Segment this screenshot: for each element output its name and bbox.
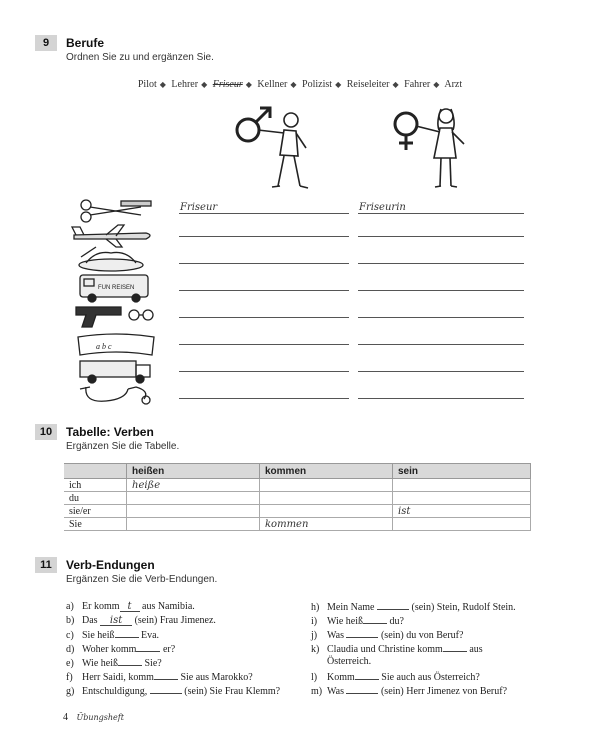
exercise-item: h) Mein Name (sein) Stein, Rudolf Stein. <box>311 602 516 613</box>
answer-blank[interactable] <box>154 670 178 680</box>
word-friseur-crossed: Friseur <box>212 79 243 90</box>
exercise-item: a) Er komm t aus Namibia. <box>66 601 195 612</box>
table-cell[interactable] <box>260 492 393 505</box>
exercise-item: l) Komm Sie auch aus Österreich? <box>311 672 480 683</box>
exercise-item-continuation: Österreich. <box>327 656 372 667</box>
exercise-item: b) Das ist (sein) Frau Jimenez. <box>66 615 216 626</box>
table-cell[interactable] <box>127 505 260 518</box>
word-box: Pilot ◆ Lehrer ◆ Friseur ◆ Kellner ◆ Polizist ◆ Reiseleiter ◆ Fahrer ◆ Arzt <box>137 79 463 90</box>
exercise-10-instruction: Ergänzen Sie die Tabelle. <box>66 441 180 452</box>
answer-line-female[interactable] <box>358 371 524 372</box>
word-arzt: Arzt <box>444 79 463 90</box>
answer-line-male[interactable] <box>179 290 349 291</box>
table-cell[interactable]: ist <box>393 505 531 518</box>
exercise-item: j) Was (sein) du von Beruf? <box>311 630 464 641</box>
word-polizist: Polizist <box>302 79 333 90</box>
food-platter-icon <box>79 247 143 271</box>
pronoun-cell: du <box>64 492 127 505</box>
table-header: kommen <box>260 464 393 479</box>
answer-line-male[interactable] <box>179 236 349 237</box>
bus-icon <box>80 275 148 302</box>
answer-line-female[interactable] <box>358 317 524 318</box>
exercise-item: i) Wie heiß du? <box>311 616 404 627</box>
table-row <box>64 492 531 505</box>
pronoun-cell: sie/er <box>64 505 127 518</box>
pronoun-cell: ich <box>64 479 127 492</box>
exercise-11-instruction: Ergänzen Sie die Verb-Endungen. <box>66 574 218 585</box>
verb-table <box>64 463 531 531</box>
answer-line-female[interactable] <box>358 213 524 214</box>
answer-line-female[interactable] <box>358 290 524 291</box>
answer-line-female[interactable] <box>358 398 524 399</box>
exercise-item: c) Sie heiß Eva. <box>66 630 160 641</box>
exercise-item: d) Woher komm er? <box>66 644 176 655</box>
exercise-11-title: Verb-Endungen <box>66 558 155 572</box>
svg-text:a b c: a b c <box>96 342 112 351</box>
exercise-11-number: 11 <box>35 557 57 573</box>
exercise-item: g) Entschuldigung, (sein) Sie Frau Klemm? <box>66 686 281 697</box>
answer-blank[interactable] <box>346 628 378 638</box>
answer-blank[interactable] <box>150 684 182 694</box>
table-header-row <box>64 464 531 479</box>
table-header: sein <box>393 464 531 479</box>
answer-line-male[interactable] <box>179 317 349 318</box>
airplane-icon <box>72 225 150 247</box>
exercise-10-number: 10 <box>35 424 57 440</box>
answer-line-female[interactable] <box>358 236 524 237</box>
exercise-9-number: 9 <box>35 35 57 51</box>
answer-blank[interactable] <box>118 656 142 666</box>
answer-line-male[interactable] <box>179 398 349 399</box>
table-cell[interactable] <box>127 518 260 531</box>
answer-blank[interactable]: ist <box>100 616 132 626</box>
section-label: Übungsheft <box>76 713 124 722</box>
answer-line-male[interactable] <box>179 344 349 345</box>
exercise-item: k) Claudia und Christine komm aus <box>311 644 483 655</box>
answer-blank[interactable]: t <box>120 602 140 612</box>
answer-line-male[interactable] <box>179 263 349 264</box>
table-header: heißen <box>127 464 260 479</box>
exercise-item: f) Herr Saidi, komm Sie aus Marokko? <box>66 672 253 683</box>
table-row <box>64 505 531 518</box>
word-fahrer: Fahrer <box>404 79 431 90</box>
scissors-comb-icon <box>81 200 151 222</box>
truck-icon <box>80 361 150 383</box>
pistol-handcuffs-icon <box>76 307 153 327</box>
svg-text:FUN REISEN: FUN REISEN <box>98 285 135 291</box>
word-kellner: Kellner <box>257 79 288 90</box>
female-example-answer: Friseurin <box>359 202 406 213</box>
answer-line-female[interactable] <box>358 263 524 264</box>
answer-blank[interactable] <box>115 628 139 638</box>
table-cell[interactable]: heiße <box>127 479 260 492</box>
male-figure-illustration <box>228 100 318 195</box>
exercise-9-title: Berufe <box>66 36 105 50</box>
table-row <box>64 518 531 531</box>
male-example-answer: Friseur <box>180 202 218 213</box>
table-header <box>64 464 127 479</box>
answer-blank[interactable] <box>443 642 467 652</box>
answer-line-male[interactable] <box>179 213 349 214</box>
answer-blank[interactable] <box>346 684 378 694</box>
pronoun-cell: Sie <box>64 518 127 531</box>
answer-blank[interactable] <box>355 670 379 680</box>
table-cell[interactable] <box>393 492 531 505</box>
table-cell[interactable] <box>260 479 393 492</box>
page-number: 4 <box>63 712 68 723</box>
table-cell[interactable] <box>260 505 393 518</box>
answer-line-male[interactable] <box>179 371 349 372</box>
occupation-illustrations <box>66 195 161 407</box>
table-cell[interactable] <box>393 479 531 492</box>
page-footer <box>63 712 124 723</box>
word-reiseleiter: Reiseleiter <box>346 79 390 90</box>
word-pilot: Pilot <box>137 79 157 90</box>
female-figure-illustration <box>384 100 479 195</box>
table-cell[interactable]: kommen <box>260 518 393 531</box>
chalkboard-icon <box>78 334 154 355</box>
answer-line-female[interactable] <box>358 344 524 345</box>
exercise-10-title: Tabelle: Verben <box>66 425 154 439</box>
exercise-item: m) Was (sein) Herr Jimenez von Beruf? <box>311 686 508 697</box>
answer-blank[interactable] <box>136 642 160 652</box>
table-row <box>64 479 531 492</box>
exercise-9-instruction: Ordnen Sie zu und ergänzen Sie. <box>66 52 214 63</box>
answer-blank[interactable] <box>377 600 409 610</box>
answer-blank[interactable] <box>363 614 387 624</box>
exercise-item: e) Wie heiß Sie? <box>66 658 162 669</box>
table-cell[interactable] <box>393 518 531 531</box>
table-cell[interactable] <box>127 492 260 505</box>
stethoscope-icon <box>80 387 150 404</box>
word-lehrer: Lehrer <box>171 79 199 90</box>
